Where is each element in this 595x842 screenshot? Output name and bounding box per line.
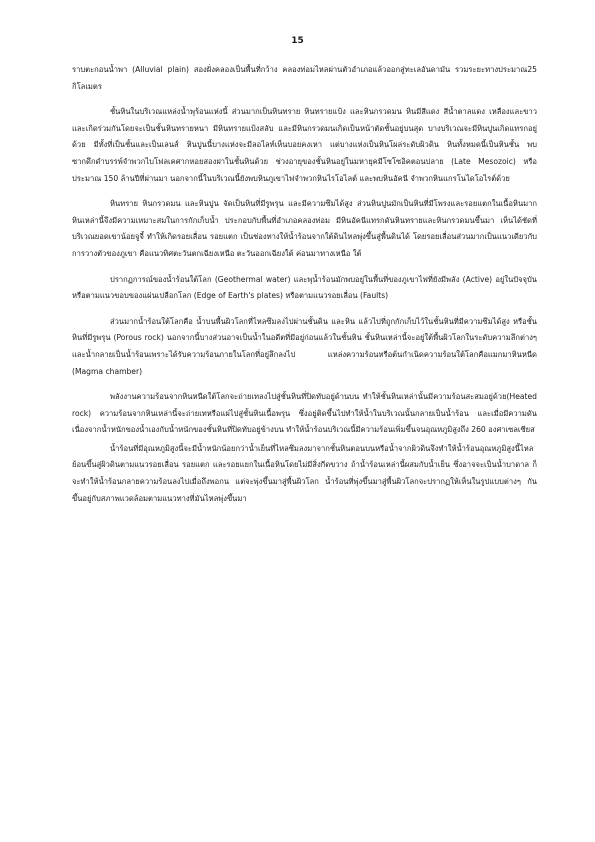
paragraph-geothermal-water: ปรากฏการณ์ของน้ำร้อนใต้โลก (Geothermal water) และพุน้ำร้อนมักพบอยู่ในพื้นที่ของภูเขาไฟที่ยังมีพลัง (Active) อยู่ในปัจจุบัน หรือตามแนวขอบของแผ่นเปลือกโลก (Edge of Earth's plates) หรือตามแนวรอยเลื่อน (Faults) [72,274,537,301]
paragraph-rock-layers: ชั้นหินในบริเวณแหล่งน้ำพุร้อนแห่งนี้ ส่วนมากเป็นหินทราย หินทรายแป้ง และหินกรวดมน หินมีสีแดง สีน้ำตาลแดง เหลืองและขาว และเกิดร่วมกันโดยจะเป็นชั้นหินทรายหนา มีหินทรายแป้งสลับ และมีหินกรวดมนเกิดเป็นหน้าตัดชั้นอยู่บนสุด บางบริเวณจะมีหินปูนเกิดแทรกอยู่ด้วย มีทั้งที่เป็นชั้นและเป็นเลนส์ หินปูนนี้บางแห่งจะมีลอไลท์เห็นบอยคงเหา แต่บางแห่งเป็นหินโผล่ระดับผิวดิน หินทั้งหมดนี้เป็นหินชั้น พบซากดึกดำบรรพ์จำพวกไบโฟลเคศากหอยสองฝาในชั้นหินด้วย ช่วงอายุของชั้นหินอยู่ในมหายุคมีโซโซอิคตอนปลาย (Late Mesozoic) หรือประมาณ 150 ล้านปีที่ผ่านมา นอกจากนี้ในบริเวณนี้ยังพบหินภูเขาไฟจำพวกหินไรโอไลต์ และพบหินอัคนี จำพวกหินแกรโนไดโอไรต์ด้วย [72,107,537,183]
paragraph-hot-water-rise: น้ำร้อนที่มีอุณหภูมิสูงนี้จะมีน้ำหนักน้อยกว่าน้ำเย็นที่ไหลซึมลงมาจากชั้นหินตอนบนหรือน้ำจากผิวดินจึงทำให้น้ำร้อนอุณหภูมิสูงนี้ไหลย้อนขึ้นสู่ผิวดินตามแนวรอยเลื่อน รอยแตก และรอยแยกในเนื้อหินโดยไม่มีสิ่งกีดขวาง ถ้าน้ำร้อนเหล่านี้ผสมกับน้ำเย็น ซึ่งอาจจะเป็นน้ำบาดาล ก็จะทำให้น้ำร้อนกลายความร้อนลงไปเมื่อถึงพอกน แต่จะพุ่งขึ้นมาสู่พื้นผิวโลก น้ำร้อนที่พุ่งขึ้นมาสู่พื้นผิวโลกจะปรากฏให้เห็นในรูปแบบต่างๆ กัน ขึ้นอยู่กับสภาพแวดล้อมตามแนวทางที่มันไหลพุ่งขึ้นมา [72,443,537,503]
page-number: 15 [291,36,304,46]
document-body [72,62,537,516]
paragraph-heat-transfer: พลังงานความร้อนจากหินหนืดใต้โลกจะถ่ายเทลงไปสู่ชั้นหินที่ปิดทับอยู่ด้านบน ทำให้ชั้นหินเหล่านั้นมีความร้อนสะสมอยู่ด้วย(Heated rock) ความร้อนจากหินเหล่านี้จะถ่ายเทหรือแผ่ไปสู่ชั้นหินเนื้อพรุน ซึ่งอยู่ติดขึ้นไปทำให้น้ำในบริเวณนั้นกลายเป็นน้ำร้อน และเมื่อมีความดันเนื่องจากน้ำหนักของน้ำเองกับน้ำหนักของชั้นหินที่ปิดทับอยู่ข้างบน ทำให้น้ำร้อนบริเวณนี้มีความร้อนเพิ่มขึ้นจนอุณหภูมิสูงถึง 260 องศาเซลเซียส [72,392,537,435]
paragraph-alluvial-plain: ราบตะกอนน้ำพา (Alluvial plain) สองฝั่งคลองเป็นพื้นที่กว้าง คลองท่อมไหลผ่านตัวอำเภอแล้วออกสู่ทะเลอันดามัน รวมระยะทางประมาณ25 กิโลเมตร [72,65,537,91]
paragraph-subsurface-water: ส่วนมากน้ำร้อนใต้โลกคือ น้ำบนพื้นผิวโลกที่ไหลซึมลงไปผ่านชั้นดิน และหิน แล้วไปที่ถูกกักเก็บไว้ในชั้นหินที่มีความซึมได้สูง หรือชั้นหินที่มีรูพรุน (Porous rock) นอกจากนี้บางส่วนอาจเป็นน้ำในอดีตที่มีอยู่ก่อนแล้วในชั้นหิน ชั้นหินเหล่านี้จะอยู่ใต้พื้นผิวโลกในระดับความลึกต่างๆ และน้ำกลายเป็นน้ำร้อนเพราะได้รับความร้อนภายในโลกที่อยู่ลึกลงไป แหล่งความร้อนหรือต้นกำเนิดความร้อนใต้โลกคือแมกมาหินหนืด (Magma chamber) [72,316,537,376]
paragraph-porous-rocks: หินทราย หินกรวดมน และหินปูน จัดเป็นหินที่มีรูพรุน และมีความซึมได้สูง ส่วนหินปูนมักเป็นหินที่มีโพรงและรอยแตกในเนื้อหินมาก หินเหล่านี้จึงมีความเหมาะสมในการกักเก็บน้ำ ประกอบกับพื้นที่อำเภอคลองท่อม มีหินอัคนีแทรกดันหินทรายและหินกรวดมนขึ้นมา เห็นได้ชัดที่บริเวณยอดเขาน้อยจูจี้ ทำให้เกิดรอยเลื่อน รอยแตก เป็นช่องทางให้น้ำร้อนจากใต้ดินไหลพุ่งขึ้นสู่พื้นดินได้ โดยรอยเลื่อนส่วนมากเป็นแนวเดียวกับการวางตัวของภูเขา คือแนวทิศตะวันตกเฉียงเหนือ ตะวันออกเฉียงใต้ ค่อนมาทางเหนือ ใต้ [72,199,537,258]
